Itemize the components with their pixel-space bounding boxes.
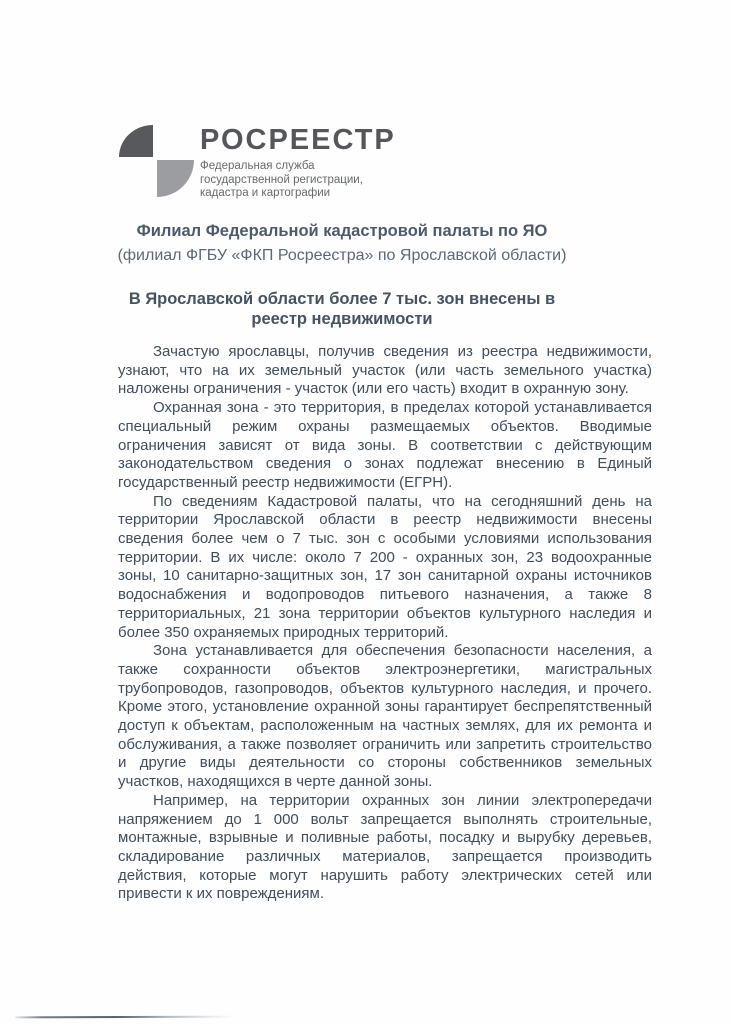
- paragraph: По сведениям Кадастровой палаты, что на сегодняшний день на территории Ярославской области в реестр недвижимости внесены сведения более чем о 7 тыс. зон с особыми условиями использования территории. В их числе: около 7 200 - охранных зон, 23 водоохранные зоны, 10 санитарно-защитных зон, 17 зон санитарной охраны источников водоснабжения и водопроводов питьевого назначения, а также 8 территориальных, 21 зона территории объектов культурного наследия и более 350 охраняемых природных территорий.: [118, 492, 652, 641]
- department-name: Филиал Федеральной кадастровой палаты по ЯО: [136, 222, 548, 240]
- department-note: (филиал ФГБУ «ФКП Росреестра» по Ярославской области): [117, 247, 567, 264]
- paragraph: Охранная зона - это территория, в пределах которой устанавливается специальный режим охраны размещаемых объектов. Вводимые ограничения зависят от вида зоны. В соответствии с действующим законодательством сведения о зонах подлежат внесению в Единый государственный реестр недвижимости (ЕГРН).: [118, 399, 652, 491]
- page-edge-shadow: [15, 1016, 237, 1019]
- article-title: [107, 289, 577, 329]
- document-header: [0, 221, 684, 329]
- logo-subtitle: [200, 160, 520, 201]
- paragraph: Например, на территории охранных зон линии электропередачи напряжением до 1 000 вольт запрещается выполнять строительные, монтажные, взрывные и поливные работы, посадку и вырубку деревьев, складирование различных материалов, запрещается производить действия, которые могут нарушить работу электрических сетей или привести к их повреждениям.: [118, 791, 652, 903]
- logo-subtitle-line: кадастра и картографии: [200, 187, 331, 199]
- rosreestr-logo-text: [200, 124, 520, 201]
- article-title-line-2: реестр недвижимости: [251, 310, 433, 328]
- logo-subtitle-line: государственной регистрации,: [200, 173, 363, 186]
- rosreestr-logo-icon: [119, 125, 195, 198]
- logo-quarter-light-icon: [157, 160, 194, 197]
- logo-subtitle-line: Федеральная служба: [200, 160, 315, 172]
- paragraph: Зона устанавливается для обеспечения безопасности населения, а также сохранности объектов электроэнергетики, магистральных трубопроводов, газопроводов, объектов культурного наследия, и прочего. Кроме этого, установление охранной зоны гарантирует беспрепятственный доступ к объектам, расположенным на частных землях, для их ремонта и обслуживания, а также позволяет ограничить или запретить строительство и другие виды деятельности со стороны собственников земельных участков, находящихся в черте данной зоны.: [118, 642, 652, 791]
- logo-quarter-dark-icon: [119, 125, 153, 157]
- article-title-line-1: В Ярославской области более 7 тыс. зон внесены в: [128, 290, 556, 308]
- paragraph: Зачастую ярославцы, получив сведения из реестра недвижимости, узнают, что на их земельный участок (или часть земельного участка) наложены ограничения - участок (или его часть) входит в охранную зону.: [118, 343, 652, 398]
- article-body: [118, 343, 652, 904]
- logo-wordmark: РОСРЕЕСТР: [200, 124, 396, 156]
